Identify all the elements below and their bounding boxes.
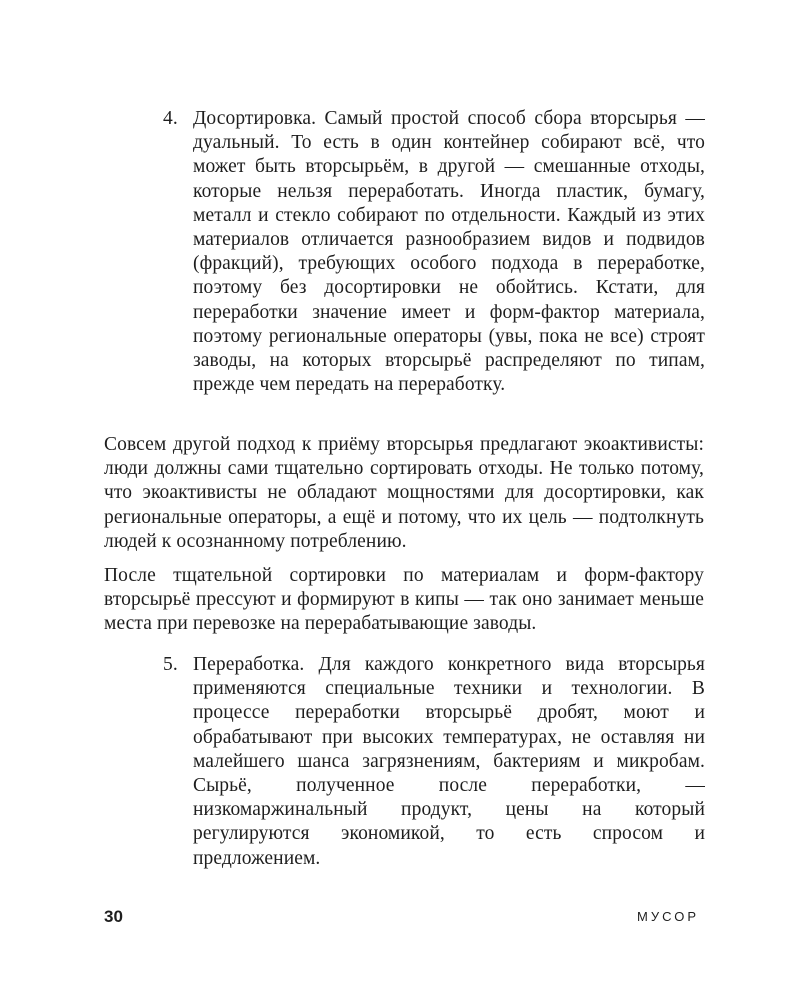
list-item-number: 5. <box>163 654 178 675</box>
page-number: 30 <box>104 907 123 926</box>
body-paragraph-1: Совсем другой подход к приёму вторсырья предлагают экоактивисты: люди должны сами тщательно сортировать отходы. Не только потому, что экоактивисты не обладают мощностями для досортировки, как региональные операторы, а ещё и потому, что их цель — подтолкнуть людей к осознанному потреблению. <box>104 434 704 552</box>
list-item-5 <box>163 653 705 871</box>
list-item-text: Переработка. Для каждого конкретного вида вторсырья применяются специальные техники и технологии. В процессе переработки вторсырьё дробят, моют и обрабатывают при высоких температурах, не оставляя ни малейшего шанса загрязнениям, бактериям и микробам. Сырьё, полученное после переработки, — низкомаржинальный продукт, цены на который регулируются экономикой, то есть спросом и предложением. <box>193 654 705 869</box>
list-item-number: 4. <box>163 108 178 129</box>
running-title: МУСОР <box>637 909 699 924</box>
list-item-4 <box>163 107 705 397</box>
list-item-text: Досортировка. Самый простой способ сбора вторсырья — дуальный. То есть в один контейнер собирают всё, что может быть вторсырьём, в другой — смешанные отходы, которые нельзя переработать. Иногда пластик, бумагу, металл и стекло собирают по отдельности. Каждый из этих материалов отличается разнообразием видов и подвидов (фракций), требующих особого подхода в переработке, поэтому без досортировки не обойтись. Кстати, для переработки значение имеет и форм-фактор материала, поэтому региональные операторы (увы, пока не все) строят заводы, на которых вторсырьё распределяют по типам, прежде чем передать на переработку. <box>193 108 705 396</box>
body-paragraph-2: После тщательной сортировки по материалам и форм-фактору вторсырьё прессуют и формируют в кипы — так оно занимает меньше места при перевозке на перерабатывающие заводы. <box>104 565 704 635</box>
